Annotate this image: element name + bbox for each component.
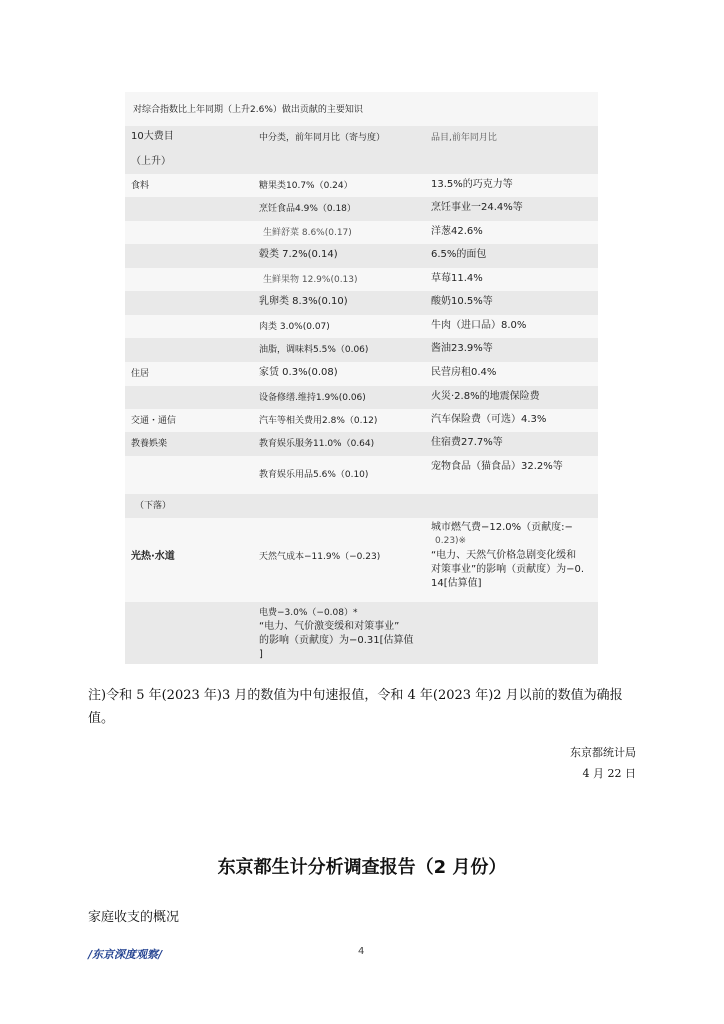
last-row-line: 的影响（贡献度）为−0.31[估算值 (259, 635, 414, 646)
row-item: 烹饪事业一24.4%等 (431, 202, 523, 213)
row-item: 草莓11.4% (431, 273, 483, 284)
footer-brand: /东京深度观察/ (88, 948, 163, 961)
signature-date: 4 月 22 日 (582, 767, 636, 780)
table-row-last (125, 602, 598, 664)
row-subcategory: 教育娱乐用品5.6%（0.10) (259, 470, 369, 480)
table-row (125, 197, 598, 221)
row-category: 交通・通信 (131, 416, 177, 426)
last-row-line: ] (259, 649, 263, 660)
section-down-row (125, 494, 598, 518)
row-item: 6.5%的面包 (431, 249, 487, 260)
last-row-line: “电力、气价激变缓和对策事业” (259, 621, 400, 632)
row-item: 牛肉（进口品）8.0% (431, 320, 527, 331)
cpi-contribution-table (125, 92, 598, 664)
table-row (125, 386, 598, 409)
header-col2: 中分类，前年同月比（寄与度） (259, 133, 386, 143)
row-subcategory: 家赁 0.3%(0.08) (259, 367, 338, 378)
row-item-line: 对策事业”的影响（贡献度）为−0. (431, 564, 585, 575)
row-item: 酱油23.9%等 (431, 343, 493, 354)
table-row (125, 409, 598, 432)
row-item-line: 0.23)※ (435, 536, 467, 546)
table-row-down (125, 518, 598, 602)
table-row (125, 432, 598, 456)
table-caption: 对综合指数比上年同期（上升2.6%）做出贡献的主要知识 (133, 105, 363, 115)
row-item: 13.5%的巧克力等 (431, 179, 513, 190)
section-up-row (125, 152, 598, 174)
row-subcategory: 设备修缮.维持1.9%(0.06) (259, 393, 366, 403)
table-row (125, 268, 598, 291)
section-subheading: 家庭收支的概况 (88, 910, 180, 925)
row-subcategory: 生鲜舒菜 8.6%(0.17) (263, 228, 352, 238)
row-item: 火災·2.8%的地震保险费 (431, 391, 540, 402)
row-item: 民营房租0.4% (431, 367, 497, 378)
row-item: 酸奶10.5%等 (431, 296, 493, 307)
section-up-label: （上升） (131, 156, 171, 167)
row-category: 光热·水道 (131, 551, 175, 562)
row-subcategory: 烹饪食品4.9%（0.18） (259, 204, 356, 214)
table-row (125, 174, 598, 197)
table-row (125, 456, 598, 494)
row-subcategory: 天然气成本−11.9%（−0.23) (259, 552, 381, 562)
header-col1: 10大费目 (131, 131, 174, 142)
section-down-label: （下落） (135, 501, 172, 511)
row-item-line: “电力、天然气价格急剧变化缓和 (431, 550, 577, 561)
table-row (125, 338, 598, 362)
table-row (125, 291, 598, 315)
row-subcategory: 乳卵类 8.3%(0.10) (259, 296, 348, 307)
footnote: 注)令和 5 年(2023 年)3 月的数值为中旬速报值，令和 4 年(2023 年)2 月以前的数值为确报值。 (88, 688, 623, 726)
header-col3: 品目,前年同月比 (431, 133, 497, 143)
row-subcategory: 肉类 3.0%(0.07) (259, 322, 330, 332)
row-subcategory: 汽车等相关费用2.8%（0.12) (259, 416, 378, 426)
row-item: 汽车保险费（可选）4.3% (431, 414, 547, 425)
table-row (125, 244, 598, 268)
row-subcategory: 油脂，调味料5.5%（0.06) (259, 345, 369, 355)
last-row-line: 电费−3.0%（−0.08）* (259, 608, 358, 618)
row-subcategory: 毂类 7.2%(0.14) (259, 249, 338, 260)
section-title: 东京都生计分析调查报告（2 月份） (217, 857, 507, 878)
table-row (125, 362, 598, 386)
table-row (125, 221, 598, 244)
row-item-line: 城市燃气费−12.0%（贡献度:− (431, 522, 573, 533)
page-number: 4 (358, 946, 365, 957)
row-subcategory: 生鲜果物 12.9%(0.13) (263, 275, 358, 285)
row-category: 住居 (131, 369, 150, 379)
row-item-line: 14[估算值] (431, 578, 482, 589)
row-subcategory: 教育娱乐服务11.0%（0.64) (259, 439, 375, 449)
table-row (125, 315, 598, 338)
row-item: 洋葱42.6% (431, 226, 483, 237)
signature-org: 东京都统计局 (570, 746, 636, 759)
table-header-row (125, 126, 598, 152)
row-item: 宠物食品（猫食品）32.2%等 (431, 461, 563, 472)
row-subcategory: 糖果类10.7%（0.24） (259, 181, 353, 191)
row-category: 食料 (131, 181, 150, 191)
row-item: 住宿费27.7%等 (431, 437, 503, 448)
row-category: 教養娯楽 (131, 439, 168, 449)
